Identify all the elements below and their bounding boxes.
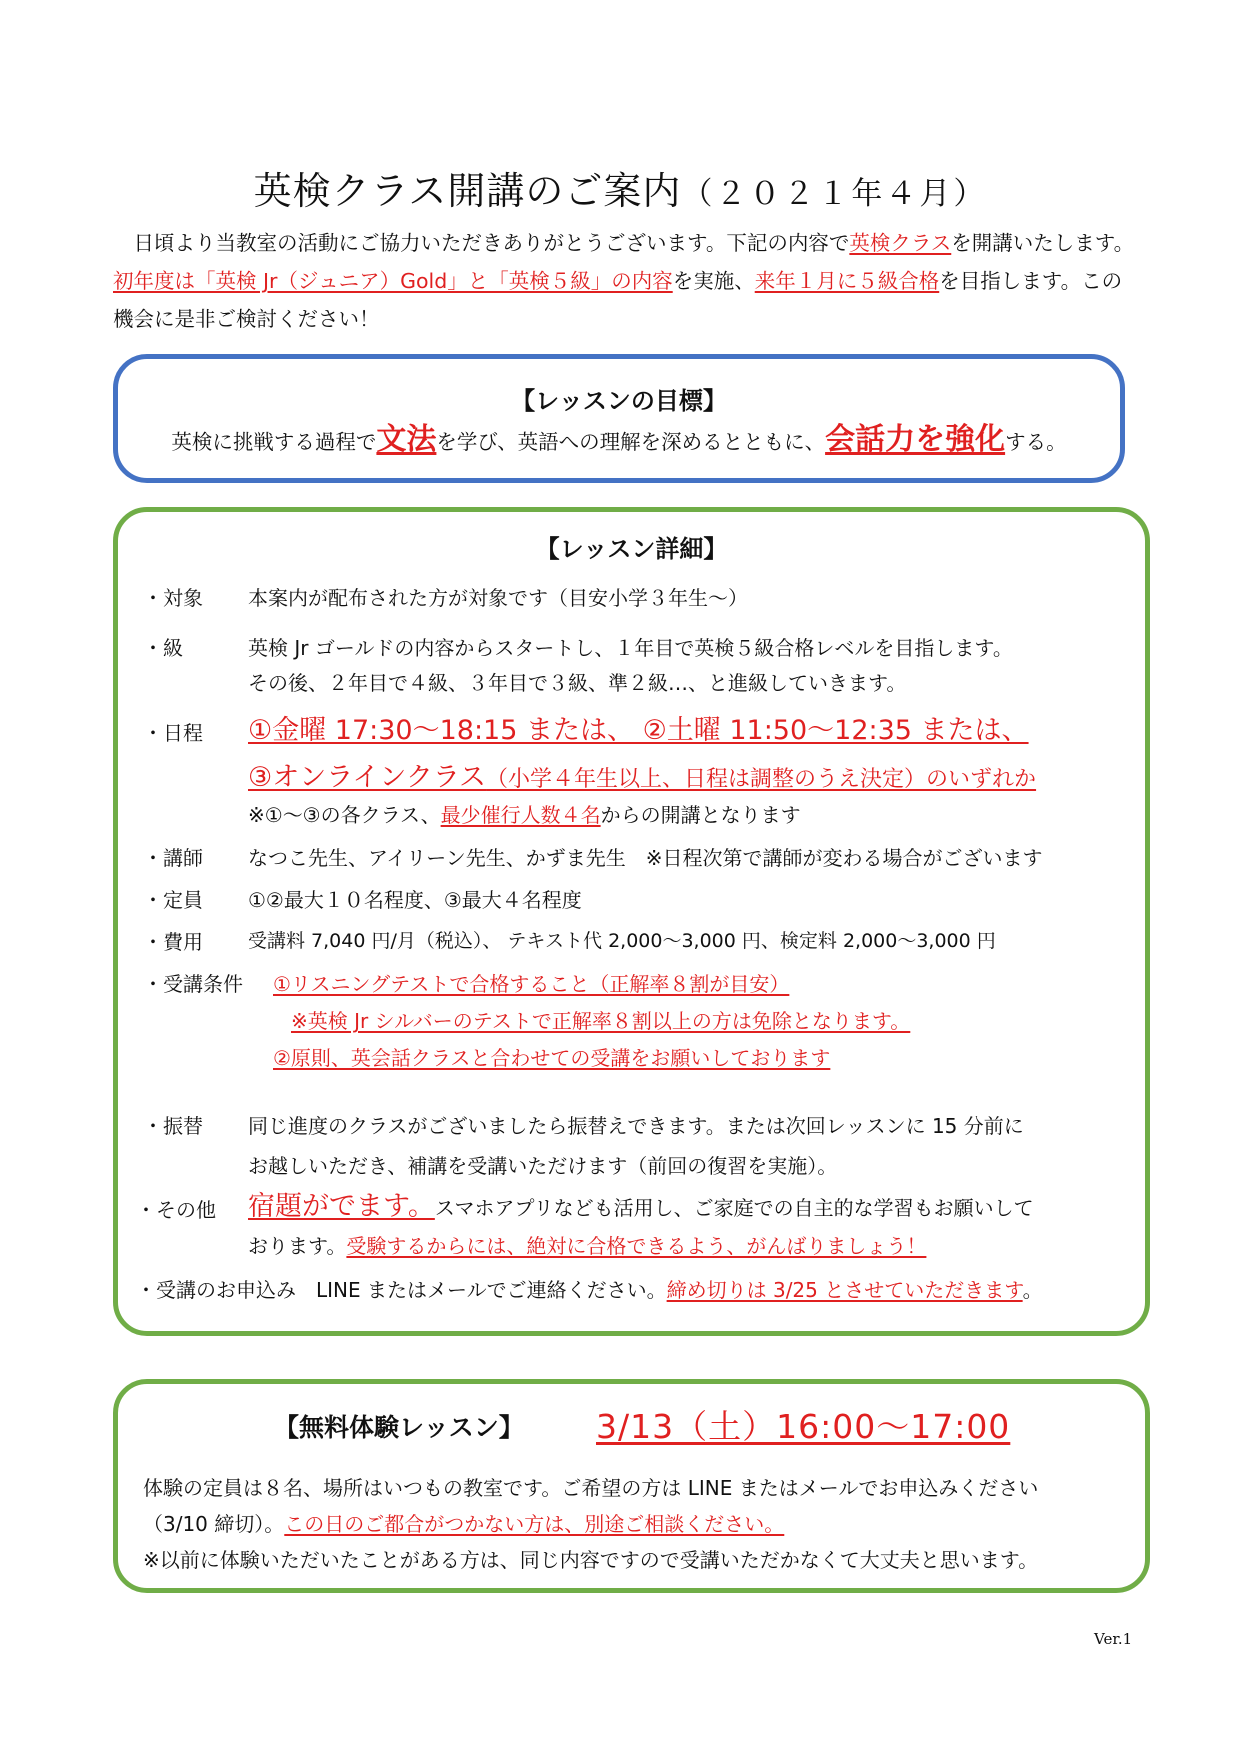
intro-text: を実施、 bbox=[672, 269, 755, 293]
other-label: ・その他 bbox=[136, 1198, 216, 1222]
transfer-line-1: 同じ進度のクラスがございましたら振替えできます。または次回レッスンに 15 分前に bbox=[248, 1114, 1024, 1138]
schedule-line-1: ①金曜 17:30～18:15 または、 ②土曜 11:50～12:35 または、 bbox=[248, 715, 1029, 746]
intro-text: を開講いたします。 bbox=[951, 231, 1135, 255]
capacity-text: ①②最大１０名程度、③最大４名程度 bbox=[248, 888, 582, 912]
teacher-label: ・講師 bbox=[143, 846, 203, 870]
apply-line bbox=[136, 1274, 1043, 1303]
lesson-detail-heading: 【レッスン詳細】 bbox=[535, 535, 728, 563]
page-title bbox=[0, 160, 1241, 215]
other-line-2 bbox=[248, 1230, 926, 1259]
goal-highlight-grammar: 文法 bbox=[376, 422, 437, 457]
transfer-label: ・振替 bbox=[143, 1114, 203, 1138]
lesson-goal-text bbox=[118, 414, 1120, 458]
other-line-1 bbox=[248, 1184, 1034, 1223]
schedule-online-note: （小学４年生以上、日程は調整のうえ決定）のいずれか bbox=[486, 767, 1037, 792]
trial-consult-highlight: この日のご都合がつかない方は、別途ご相談ください。 bbox=[284, 1512, 785, 1536]
trial-line-3: ※以前に体験いただいたことがある方は、同じ内容ですので受講いただかなくて大丈夫と思います。 bbox=[143, 1548, 1039, 1572]
free-trial-box bbox=[113, 1379, 1150, 1593]
intro-highlight-class: 英検クラス bbox=[849, 231, 952, 255]
goal-text-part: を学び、英語への理解を深めるとともに、 bbox=[436, 430, 826, 454]
grade-line-2: その後、２年目で４級、３年目で３級、準２級…、と進級していきます。 bbox=[248, 671, 907, 695]
schedule-note bbox=[248, 799, 801, 828]
free-trial-heading: 【無料体験レッスン】 bbox=[274, 1413, 524, 1442]
intro-paragraph bbox=[113, 224, 1135, 338]
lesson-goal-box bbox=[113, 354, 1125, 483]
free-trial-date: 3/13（土）16:00～17:00 bbox=[596, 1407, 1011, 1446]
other-homework-highlight: 宿題がでます。 bbox=[248, 1191, 435, 1222]
trial-line-2 bbox=[143, 1508, 784, 1537]
goal-text-part: 英検に挑戦する過程で bbox=[171, 430, 377, 454]
trial-line-1: 体験の定員は８名、場所はいつもの教室です。ご希望の方は LINE またはメールでお申込みください bbox=[143, 1476, 1039, 1500]
schedule-line-2 bbox=[248, 755, 1036, 794]
other-line-1-text: スマホアプリなども活用し、ご家庭での自主的な学習もお願いして bbox=[434, 1196, 1034, 1220]
lesson-detail-box bbox=[113, 507, 1150, 1336]
version-label: Ver.1 bbox=[1094, 1630, 1133, 1648]
title-main: 英検クラス開講のご案内 bbox=[253, 169, 682, 213]
lesson-goal-heading: 【レッスンの目標】 bbox=[511, 387, 727, 415]
other-line-2-text: おります。 bbox=[248, 1234, 347, 1258]
schedule-note-part: ※①～③の各クラス、 bbox=[248, 803, 441, 827]
grade-line-1: 英検 Jr ゴールドの内容からスタートし、１年目で英検５級合格レベルを目指します。 bbox=[248, 636, 1013, 660]
target-text: 本案内が配布された方が対象です（目安小学３年生～） bbox=[248, 586, 748, 610]
fee-text: 受講料 7,040 円/月（税込）、 テキスト代 2,000～3,000 円、検定料 2,000～3,000 円 bbox=[248, 930, 996, 952]
schedule-label: ・日程 bbox=[143, 721, 203, 745]
condition-line-1: ①リスニングテストで合格すること（正解率８割が目安） bbox=[273, 972, 790, 996]
capacity-label: ・定員 bbox=[143, 888, 203, 912]
target-label: ・対象 bbox=[143, 586, 203, 610]
other-motivation-highlight: 受験するからには、絶対に合格できるよう、がんばりましょう！ bbox=[346, 1234, 927, 1258]
fee-label: ・費用 bbox=[143, 930, 203, 954]
goal-text-part: する。 bbox=[1005, 430, 1067, 454]
schedule-online-class: ③オンラインクラス bbox=[248, 762, 487, 793]
condition-line-2: ※英検 Jr シルバーのテストで正解率８割以上の方は免除となります。 bbox=[291, 1009, 911, 1033]
trial-deadline: （3/10 締切）。 bbox=[143, 1512, 285, 1536]
condition-line-3: ②原則、英会話クラスと合わせての受講をお願いしております bbox=[273, 1046, 831, 1070]
title-sub: （２０２１年４月） bbox=[681, 176, 988, 212]
teacher-text: なつこ先生、アイリーン先生、かずま先生 ※日程次第で講師が変わる場合がございます bbox=[248, 846, 1043, 870]
condition-label: ・受講条件 bbox=[143, 972, 243, 996]
apply-text: ・受講のお申込み LINE またはメールでご連絡ください。 bbox=[136, 1278, 667, 1302]
intro-text: を目指します。この機会に是非ご検討ください！ bbox=[113, 269, 1123, 331]
schedule-min-participants: 最少催行人数４名 bbox=[440, 803, 601, 827]
transfer-line-2: お越しいただき、補講を受講いただけます（前回の復習を実施）。 bbox=[248, 1154, 838, 1178]
goal-highlight-conversation: 会話力を強化 bbox=[825, 422, 1006, 457]
intro-highlight-content: 初年度は「英検 Jr（ジュニア）Gold」と「英検５級」の内容 bbox=[113, 269, 673, 293]
apply-deadline-highlight: 締め切りは 3/25 とさせていただきます bbox=[666, 1278, 1023, 1302]
schedule-note-part: からの開講となります bbox=[600, 803, 801, 827]
apply-text-end: 。 bbox=[1022, 1278, 1043, 1302]
intro-highlight-goal: 来年１月に５級合格 bbox=[754, 269, 940, 293]
grade-label: ・級 bbox=[143, 636, 183, 660]
intro-text: 日頃より当教室の活動にご協力いただきありがとうございます。下記の内容で bbox=[113, 231, 850, 255]
